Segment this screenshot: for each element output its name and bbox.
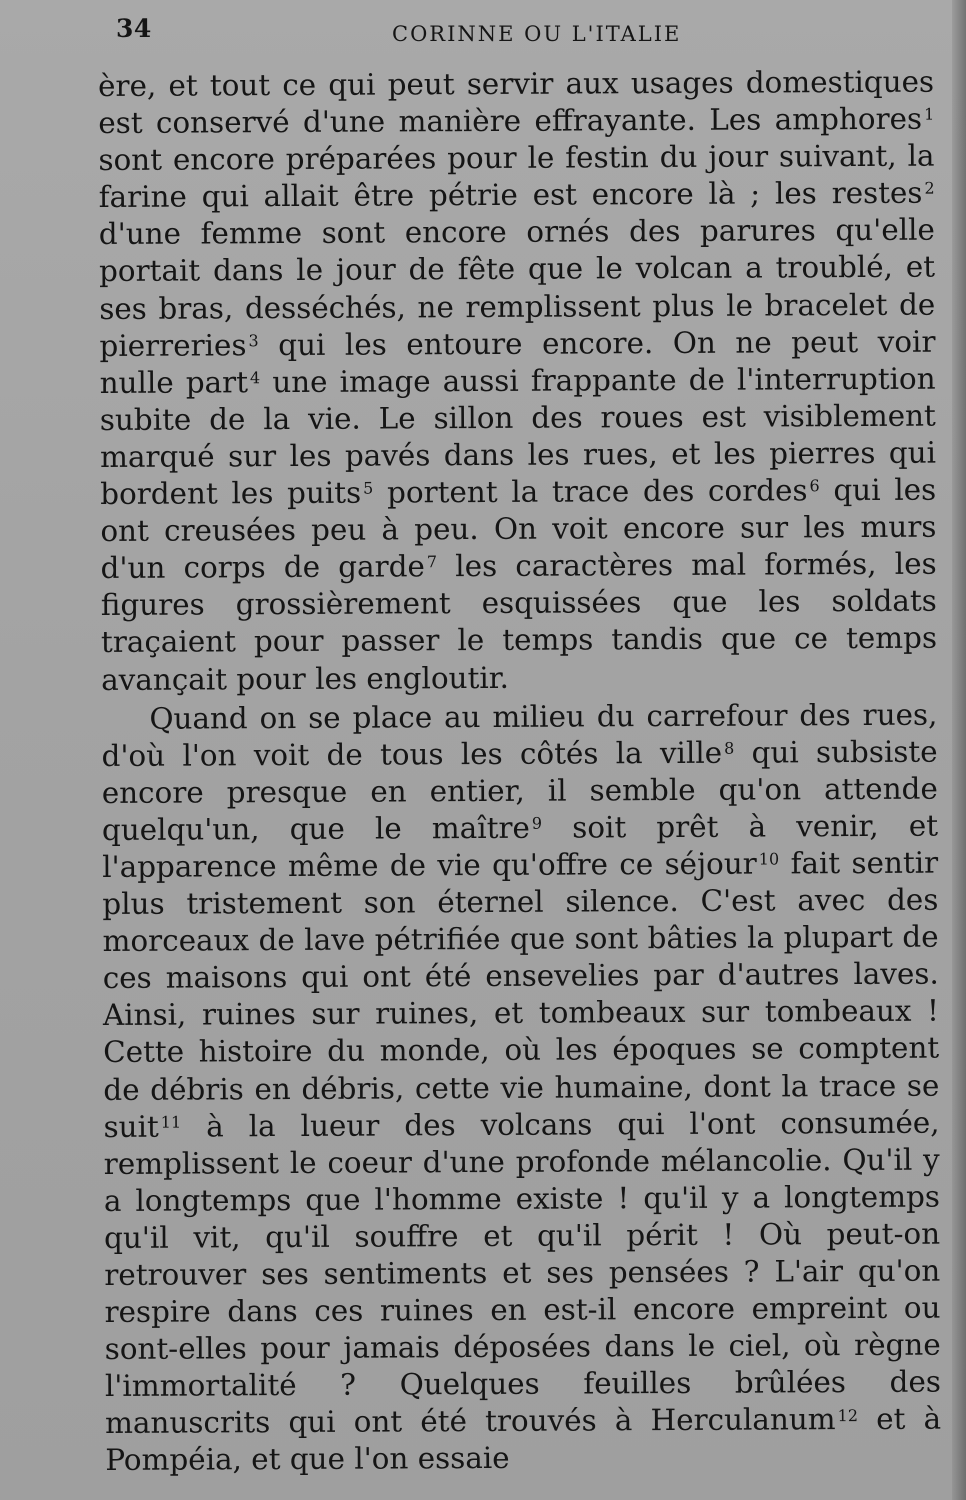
text-run: qui les entoure encore. On ne peut voir nulle part <box>99 324 936 400</box>
text-run: ère, et tout ce qui peut servir aux usages domestiques est conservé d'une manière effrayante. Les amphores <box>98 64 935 141</box>
footnote-marker: 11 <box>160 1112 182 1132</box>
footnote-marker: 7 <box>426 552 438 572</box>
paragraph <box>98 64 937 699</box>
text-run: soit prêt à venir, et l'apparence même de vie qu'offre ce séjour <box>102 808 939 884</box>
footnote-marker: 12 <box>837 1405 859 1425</box>
running-title: CORINNE OU L'ITALIE <box>392 22 682 46</box>
footnote-marker: 2 <box>924 179 935 199</box>
footnote-marker: 4 <box>249 368 261 388</box>
footnote-marker: 9 <box>531 813 543 833</box>
text-run: d'une femme sont encore ornés des parures qu'elle portait dans le jour de fête que le volcan a troublé, et ses bras, desséchés, ne remplissent plus le bracelet de pierreries <box>98 212 936 363</box>
text-run: les caractères mal formés, les figures grossièrement esquissées que les soldats traçaient pour passer le temps tandis que ce temps avançait pour les engloutir. <box>100 546 938 697</box>
paragraph <box>101 696 941 1479</box>
footnote-marker: 3 <box>248 331 259 351</box>
footnote-marker: 5 <box>363 478 374 498</box>
text-run: portent la trace des cordes <box>373 473 808 510</box>
footnote-marker: 8 <box>724 738 735 758</box>
text-run: une image aussi frappante de l'interruption subite de la vie. Le sillon des roues est visiblement marqué sur les pavés dans les rues, et les pierres qui bordent les puits <box>99 361 937 512</box>
footnote-marker: 6 <box>809 476 820 496</box>
text-run: qui subsiste encore presque en entier, il semble qu'on attende quelqu'un, que le maître <box>101 734 938 847</box>
page-header <box>0 14 966 54</box>
text-run: fait sentir plus tristement son éternel silence. C'est avec des morceaux de lave pétrifiée que sont bâties la plupart de ces maisons qui ont été ensevelies par d'autres laves. Ainsi, ruines sur ruines, et tombeaux sur tombeaux ! Cette histoire du monde, où les époques se comptent de débris en débris, cette vie humaine, dont la trace se suit <box>102 845 940 1144</box>
text-run: à la lueur des volcans qui l'ont consumée, remplissent le coeur d'une profonde mélancolie. Qu'il y a longtemps que l'homme existe ! qu'il y a longtemps qu'il vit, qu'il souffre et qu'il périt ! Où peut-on retrouver ses sentiments et ses pensées ? L'air qu'on respire dans ces ruines en est-il encore empreint ou sont-elles pour jamais déposées dans le ciel, où règne l'immortalité ? Quelques feuilles brûlées des manuscrits qui ont été trouvés à Herculanum <box>103 1105 941 1441</box>
body-text <box>98 64 941 1482</box>
footnote-marker: 1 <box>924 104 935 124</box>
text-run: qui les ont creusées peu à peu. On voit encore sur les murs d'un corps de garde <box>100 472 937 586</box>
footnote-marker: 10 <box>758 849 780 869</box>
page-number: 34 <box>116 14 152 43</box>
text-run: sont encore préparées pour le festin du jour suivant, la farine qui allait être pétrie est encore là ; les restes <box>98 138 935 215</box>
text-run: et à Pompéia, et que l'on essaie <box>105 1401 942 1478</box>
text-run: Quand on se place au milieu du carrefour des rues, d'où l'on voit de tous les côtés la ville <box>101 697 938 773</box>
